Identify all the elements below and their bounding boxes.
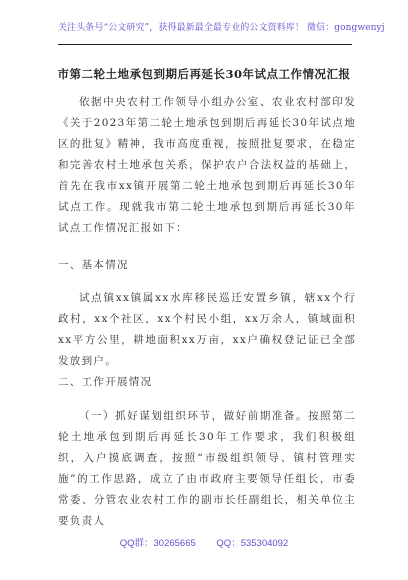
basic-info-paragraph: 试点镇xx镇属xx水库移民巡迁安置乡镇，辖xx个行政村，xx个社区，xx个村民小组，xx万余人，镇域面积xx平方公里，耕地面积xx万亩，xx户确权登记证已全部发放到户。	[58, 292, 356, 367]
qq-group-text: QQ群：30265665	[119, 538, 196, 549]
section-heading-basic: 一、基本情况	[58, 259, 129, 271]
intro-paragraph: 依据中央农村工作领导小组办公室、农业农村部印发《关于2023年第二轮土地承包到期后再延长30年试点地区的批复》精神，我市高度重视，按照批复要求，在稳定和完善农村土地承包关系，保护农户合法权益的基础上，首先在我市xx镇开展第二轮土地承包到期后再延长30年试点工作。现就我市第二轮土地承包到期后再延长30年试点工作情况汇报如下：	[58, 96, 356, 234]
promo-banner: 关注头条号“公文研究”，获得最新最全最专业的公文资料库！ 微信：gongwenyj	[58, 23, 385, 33]
header-divider	[58, 44, 352, 45]
qq-number-text: QQ：535304092	[216, 538, 289, 549]
section-heading-work: 二、工作开展情况	[58, 376, 153, 388]
footer-contact	[0, 535, 408, 549]
work-paragraph: （一）抓好谋划组织环节，做好前期准备。按照第二轮土地承包到期后再延长30年工作要求，我们积极组织，入户摸底调查，按照“市级组织领导、镇村管理实施”的工作思路，成立了由市政府主要领导任组长，市委常委、分管农业农村工作的副市长任副组长，相关单位主要负责人	[58, 410, 356, 527]
document-title: 市第二轮土地承包到期后再延长30年试点工作情况汇报	[57, 67, 351, 81]
